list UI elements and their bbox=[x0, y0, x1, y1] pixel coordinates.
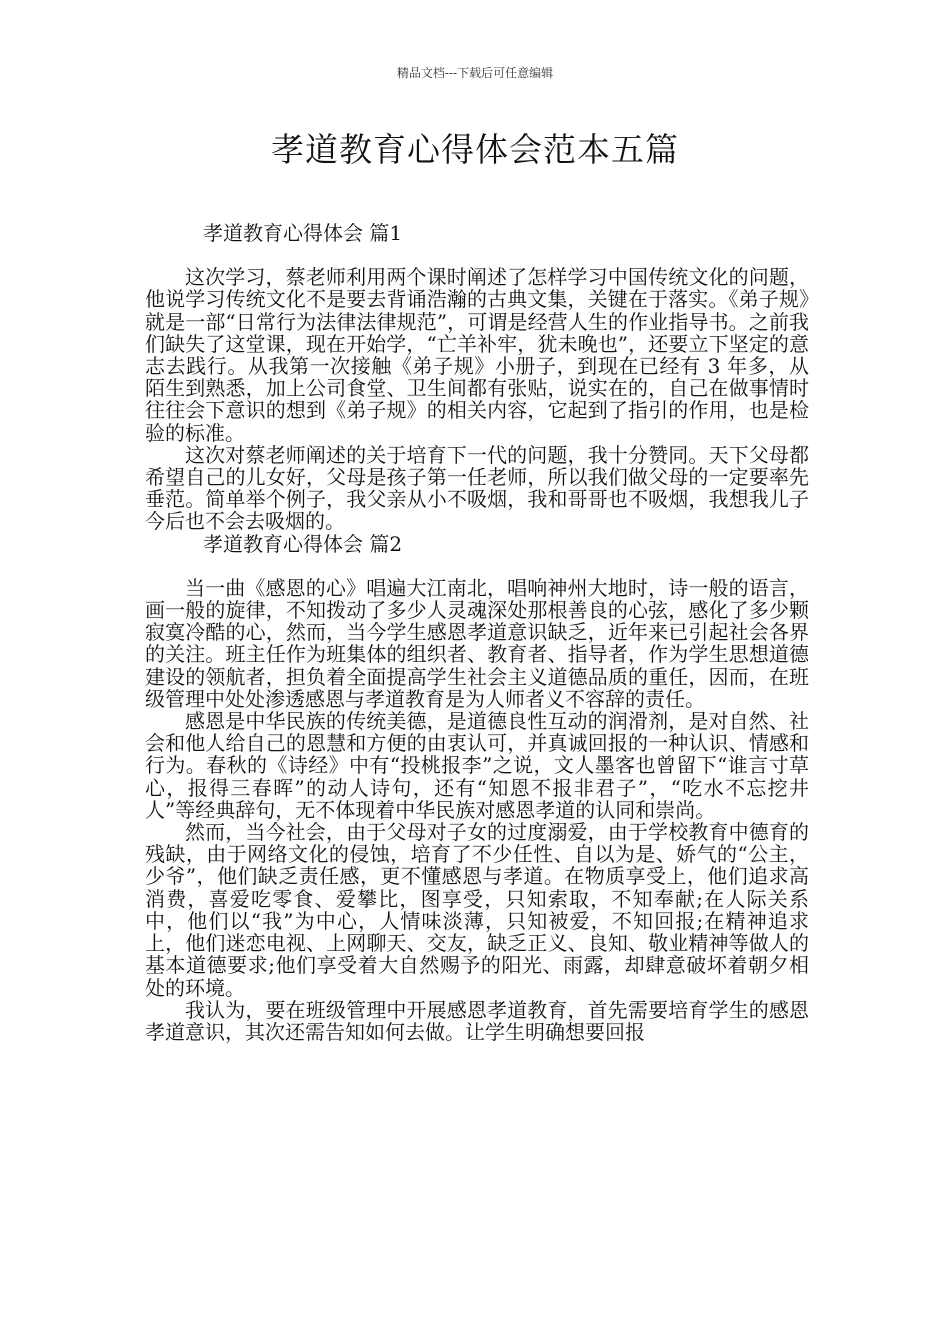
paragraph: 这次对蔡老师阐述的关于培育下一代的问题，我十分赞同。天下父母都希望自己的儿女好，父母是孩子第一任老师，所以我们做父母的一定要率先垂范。简单举个例子，我父亲从小不吸烟，我和哥哥也不吸烟，我想我儿子今后也不会去吸烟的。 bbox=[145, 442, 809, 534]
paragraph: 这次学习，蔡老师利用两个课时阐述了怎样学习中国传统文化的问题，他说学习传统文化不是要去背诵浩瀚的古典文集，关键在于落实。《弟子规》就是一部“日常行为法律法律规范”，可谓是经营人生的作业指导书。之前我们缺失了这堂课，现在开始学，“亡羊补牢，犹未晚也”，还要立下坚定的意志去践行。从我第一次接触《弟子规》小册子，到现在已经有 3 年多，从陌生到熟悉，加上公司食堂、卫生间都有张贴，说实在的，自己在做事情时往往会下意识的想到《弟子规》的相关内容，它起到了指引的作用，也是检验的标准。 bbox=[145, 265, 809, 445]
paragraph: 我认为，要在班级管理中开展感恩孝道教育，首先需要培育学生的感恩孝道意识，其次还需告知如何去做。让学生明确想要回报 bbox=[145, 997, 809, 1044]
document-title: 孝道教育心得体会范本五篇 bbox=[271, 130, 679, 169]
paragraph: 然而，当今社会，由于父母对子女的过度溺爱，由于学校教育中德育的残缺，由于网络文化的侵蚀，培育了不少任性、自以为是、娇气的“公主，少爷”，他们缺乏责任感，更不懂感恩与孝道。在物质享受上，他们追求高消费，喜爱吃零食、爱攀比，图享受，只知索取，不知奉献;在人际关系中，他们以“我”为中心，人情味淡薄，只知被爱，不知回报;在精神追求上，他们迷恋电视、上网聊天、交友，缺乏正义、良知、敬业精神等做人的基本道德要求;他们享受着大自然赐予的阳光、雨露，却肆意破坏着朝夕相处的环境。 bbox=[145, 820, 809, 1000]
header-note: 精品文档---下载后可任意编辑 bbox=[396, 66, 554, 80]
paragraph: 当一曲《感恩的心》唱遍大江南北，唱响神州大地时，诗一般的语言，画一般的旋律，不知拨动了多少人灵魂深处那根善良的心弦，感化了多少颗寂寞冷酷的心，然而，当今学生感恩孝道意识缺乏，近年来已引起社会各界的关注。班主任作为班集体的组织者、教育者、指导者，作为学生思想道德建设的领航者，担负着全面提高学生社会主义道德品质的重任，因而，在班级管理中处处渗透感恩与孝道教育是为人师者义不容辞的责任。 bbox=[145, 575, 809, 711]
paragraph: 感恩是中华民族的传统美德，是道德良性互动的润滑剂，是对自然、社会和他人给自己的恩慧和方便的由衷认可，并真诚回报的一种认识、情感和行为。春秋的《诗经》中有“投桃报李”之说，文人墨客也曾留下“谁言寸草心，报得三春晖”的动人诗句，还有“知恩不报非君子”，“吃水不忘挖井人”等经典辞句，无不体现着中华民族对感恩孝道的认同和崇尚。 bbox=[145, 709, 809, 822]
section-heading: 孝道教育心得体会 篇1 bbox=[203, 221, 403, 245]
section-heading: 孝道教育心得体会 篇2 bbox=[203, 531, 403, 556]
document-body bbox=[145, 222, 809, 1043]
